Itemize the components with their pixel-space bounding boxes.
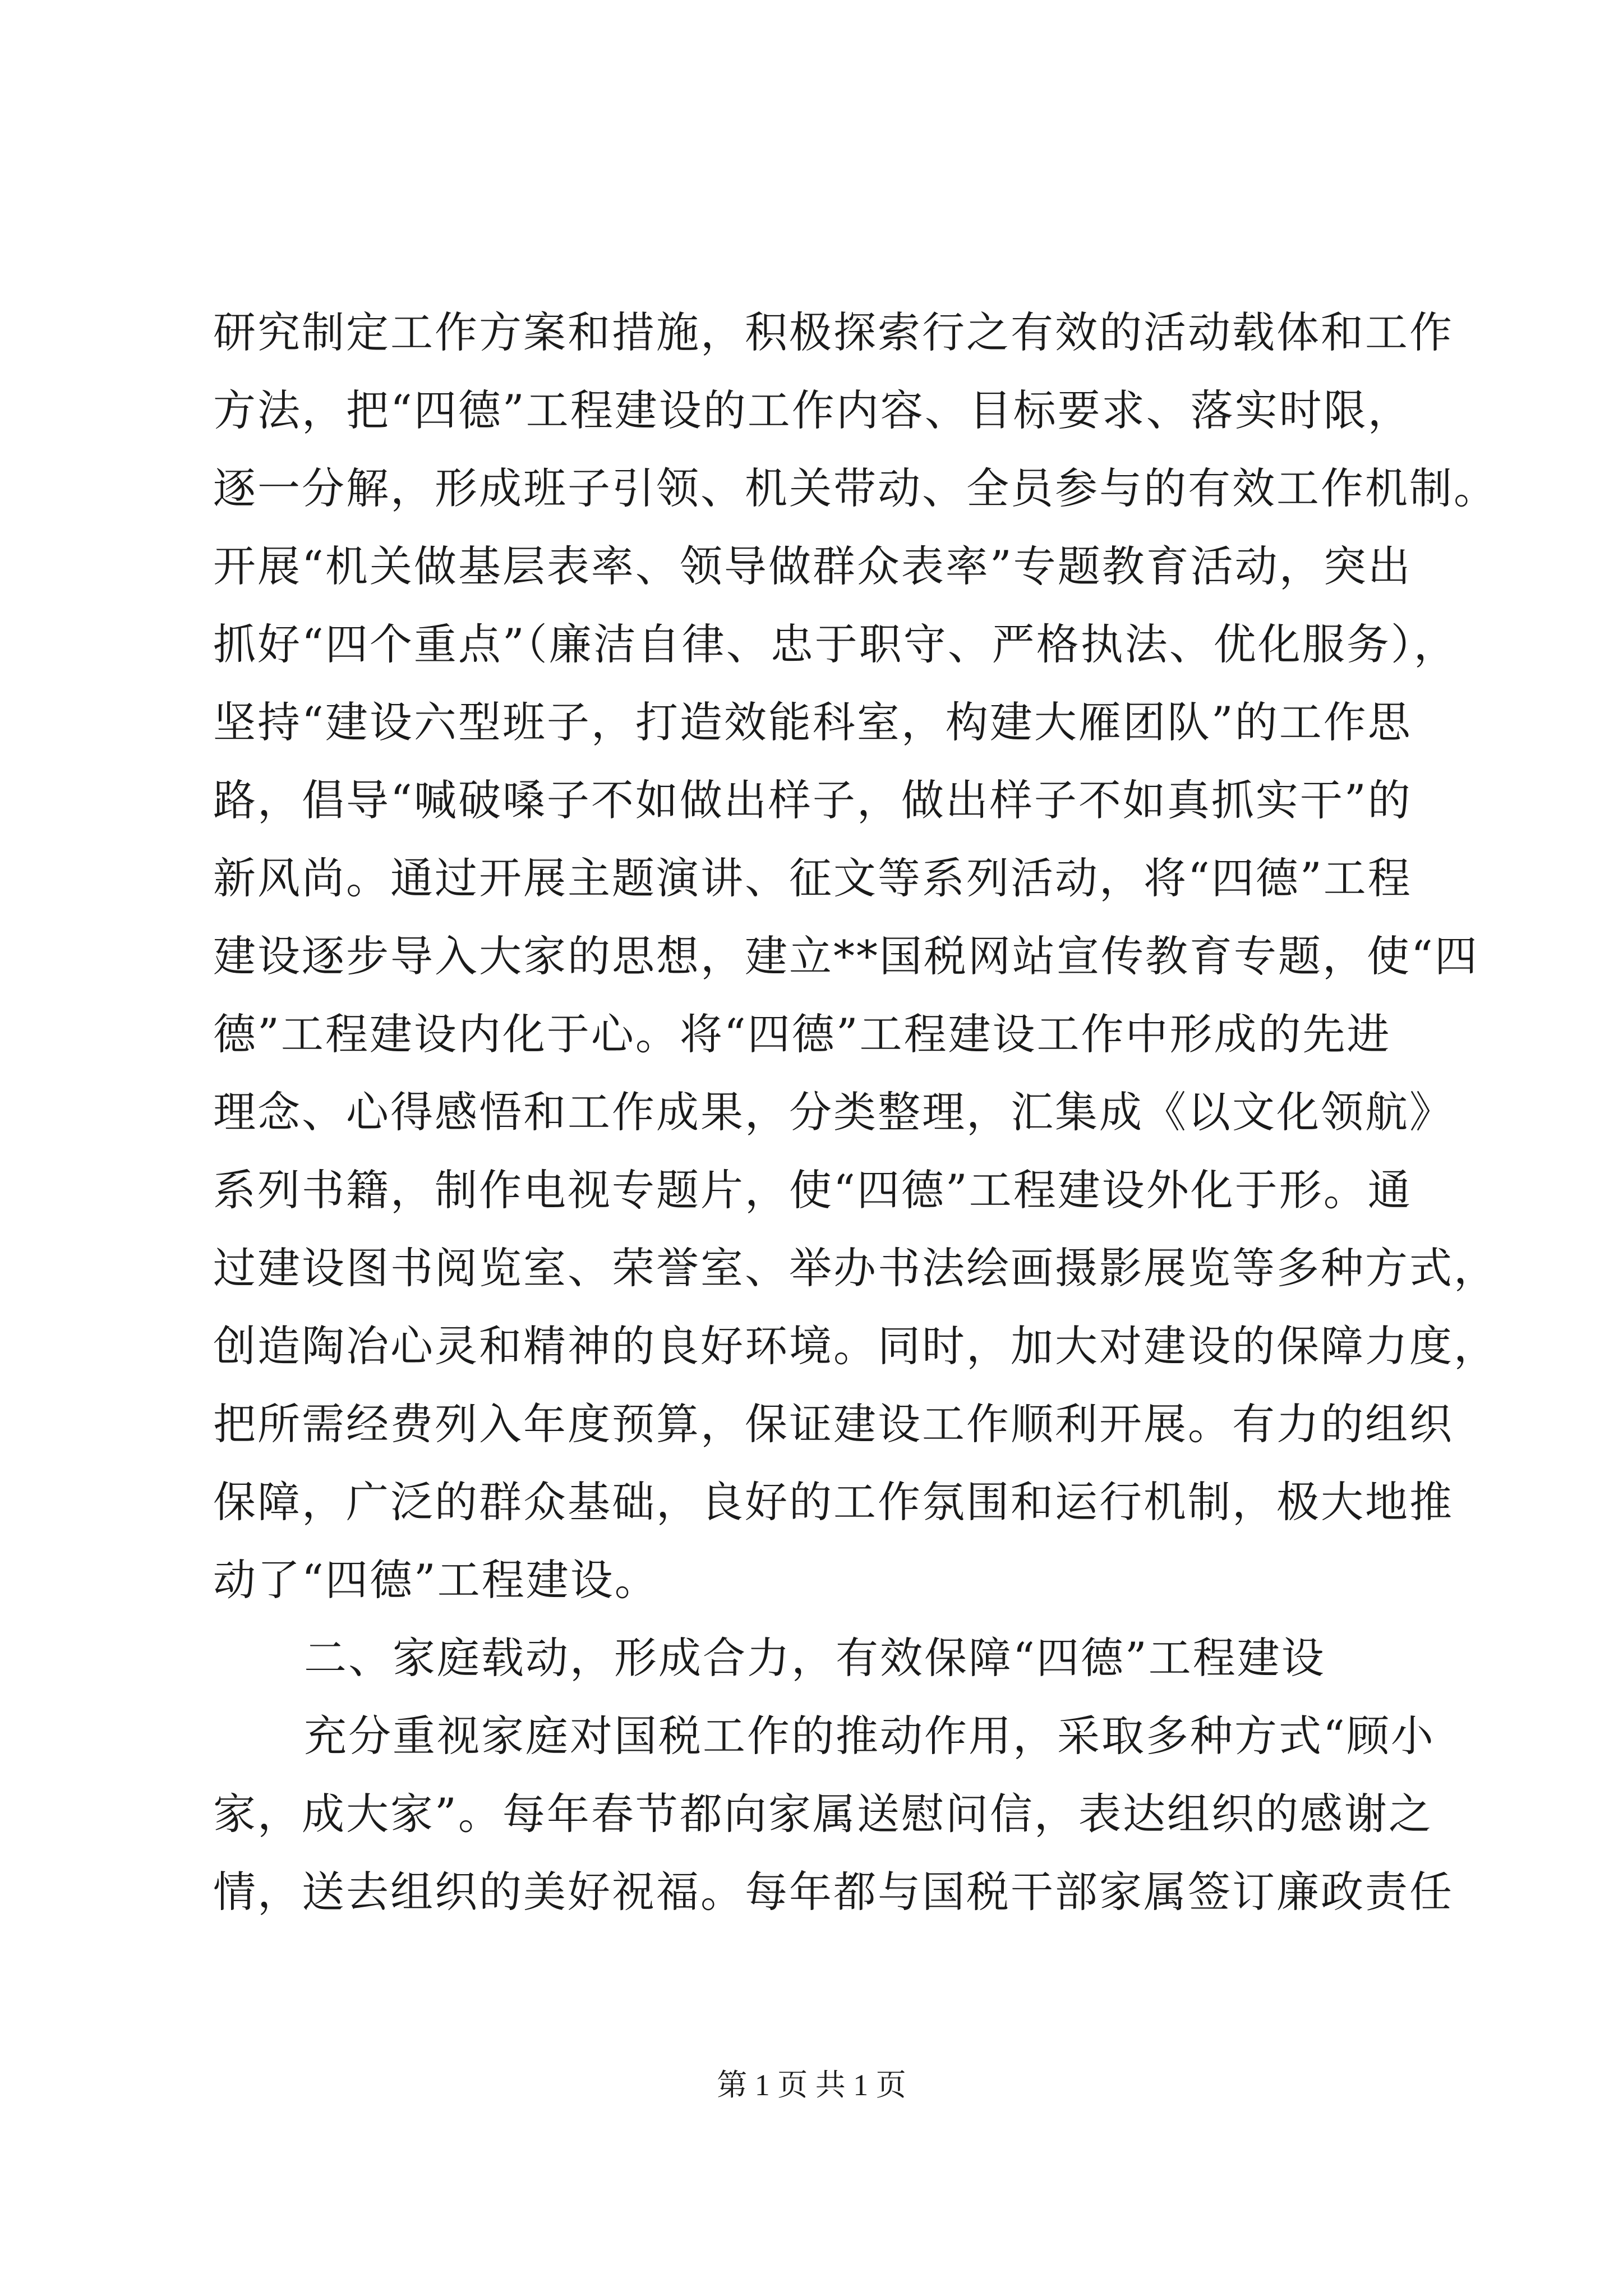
paragraph-line: 保障，广泛的群众基础，良好的工作氛围和运行机制，极大地推 (213, 1477, 1454, 1527)
paragraph-line: 过建设图书阅览室、荣誉室、举办书法绘画摄影展览等多种方式， (213, 1243, 1498, 1293)
paragraph-line: 开展“机关做基层表率、领导做群众表率”专题教育活动，突出 (213, 541, 1412, 591)
paragraph-line: 情，送去组织的美好祝福。每年都与国税干部家属签订廉政责任 (213, 1867, 1454, 1917)
paragraph-line: 系列书籍，制作电视专题片，使“四德”工程建设外化于形。通 (213, 1165, 1412, 1215)
paragraph-line: 充分重视家庭对国税工作的推动作用，采取多种方式“顾小 (304, 1711, 1435, 1761)
paragraph-line: 家，成大家”。每年春节都向家属送慰问信，表达组织的感谢之 (213, 1789, 1433, 1839)
page-number-footer: 第 1 页 共 1 页 (717, 2068, 906, 2102)
paragraph-line: 方法，把“四德”工程建设的工作内容、目标要求、落实时限， (213, 385, 1412, 435)
paragraph-line: 坚持“建设六型班子，打造效能科室，构建大雁团队”的工作思 (213, 697, 1412, 747)
paragraph-line: 把所需经费列入年度预算，保证建设工作顺利开展。有力的组织 (213, 1399, 1454, 1449)
paragraph-line: 动了“四德”工程建设。 (213, 1555, 659, 1605)
paragraph-line: 理念、心得感悟和工作成果，分类整理，汇集成《以文化领航》 (213, 1087, 1454, 1137)
paragraph-line: 新风尚。通过开展主题演讲、征文等系列活动，将“四德”工程 (213, 853, 1412, 903)
paragraph-line: 建设逐步导入大家的思想，建立**国税网站宣传教育专题，使“四 (213, 931, 1479, 981)
section-heading: 二、家庭载动，形成合力，有效保障“四德”工程建设 (304, 1633, 1326, 1683)
paragraph-line: 逐一分解，形成班子引领、机关带动、全员参与的有效工作机制。 (213, 463, 1498, 513)
paragraph-line: 抓好“四个重点”（廉洁自律、忠于职守、严格执法、优化服务）， (213, 619, 1458, 669)
paragraph-line: 德”工程建设内化于心。将“四德”工程建设工作中形成的先进 (213, 1009, 1391, 1059)
paragraph-line: 创造陶冶心灵和精神的良好环境。同时，加大对建设的保障力度， (213, 1321, 1498, 1371)
paragraph-line: 路，倡导“喊破嗓子不如做出样子，做出样子不如真抓实干”的 (213, 775, 1412, 825)
paragraph-line: 研究制定工作方案和措施，积极探索行之有效的活动载体和工作 (213, 307, 1454, 357)
